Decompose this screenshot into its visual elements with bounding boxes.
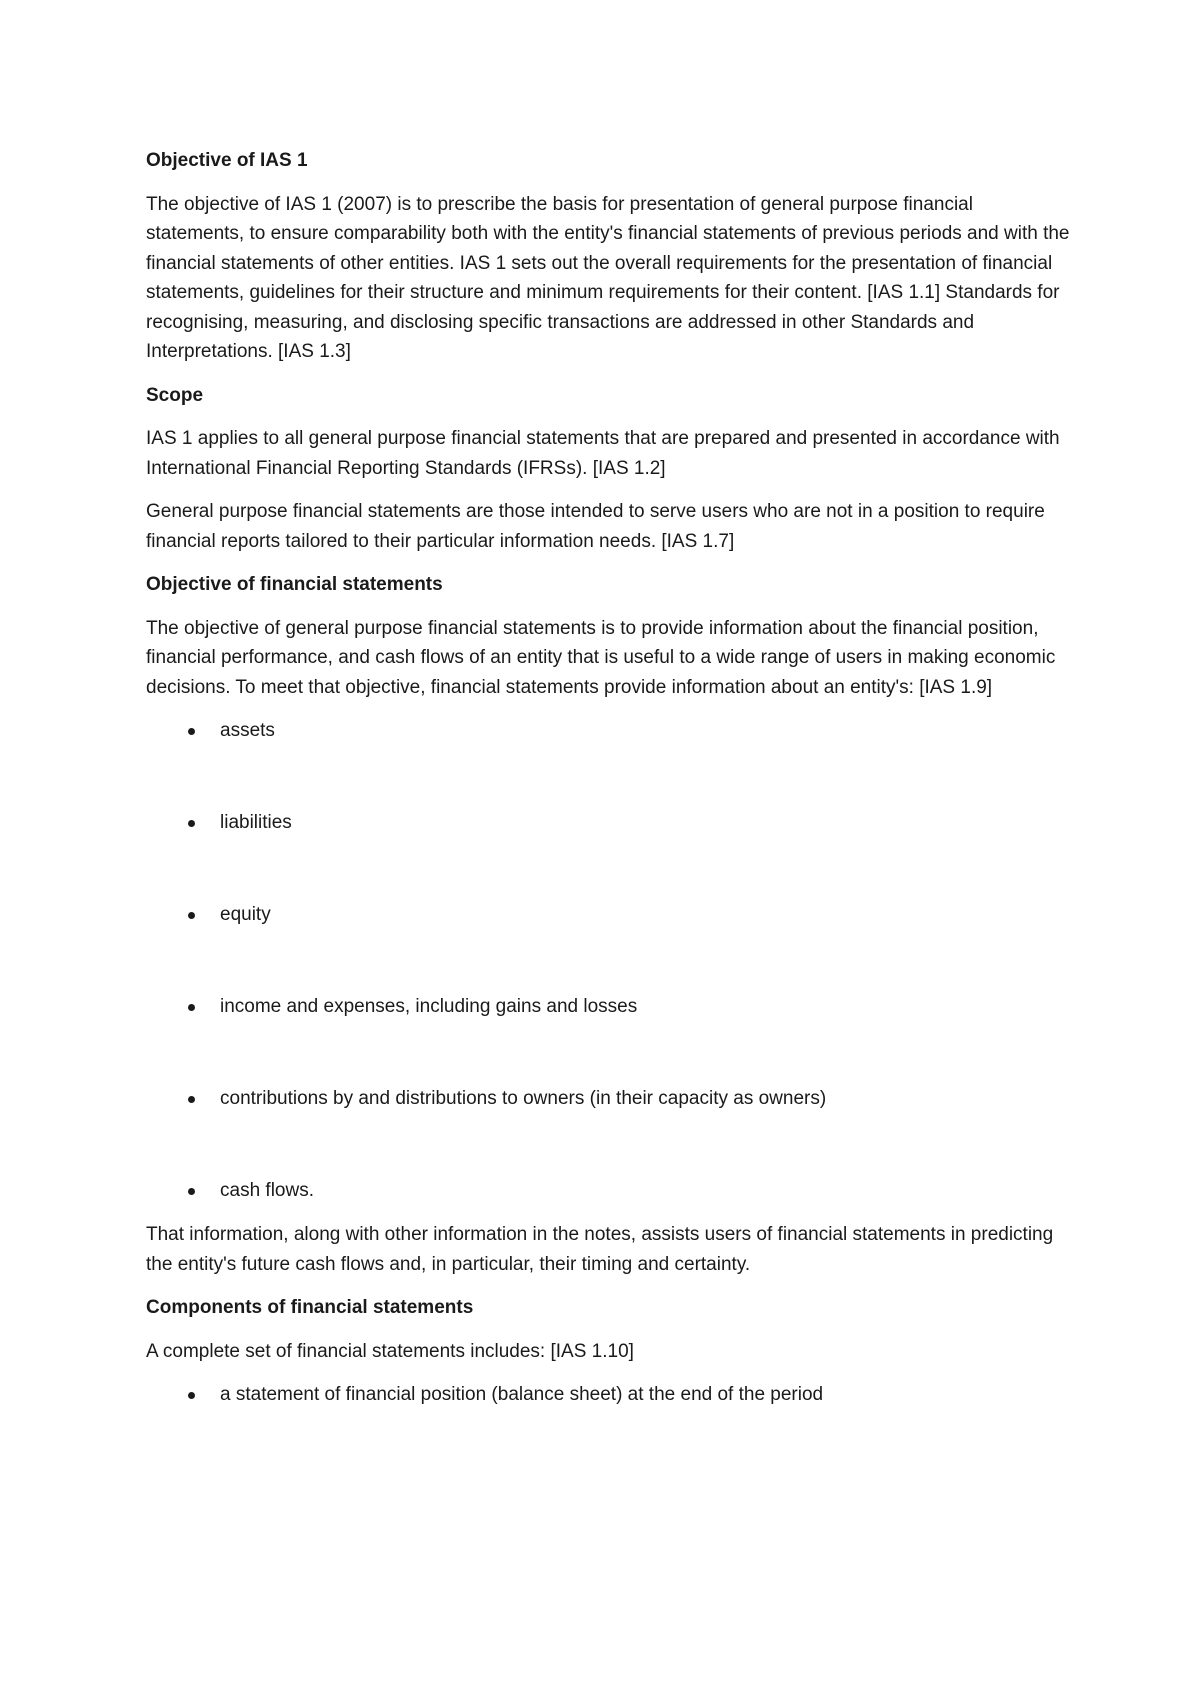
objective-items-list <box>146 716 1076 1220</box>
list-item <box>146 808 1076 900</box>
list-item-text: liabilities <box>220 812 292 833</box>
bullet-icon <box>188 1096 195 1103</box>
bullet-icon <box>188 912 195 919</box>
list-item-text: contributions by and distributions to owners (in their capacity as owners) <box>220 1088 827 1109</box>
list-item-text: cash flows. <box>220 1180 314 1201</box>
list-item <box>146 900 1076 992</box>
heading-scope: Scope <box>146 384 204 406</box>
paragraph-scope-2: General purpose financial statements are those intended to serve users who are not in a position to require financial reports tailored to their particular information needs. [IAS 1.7] <box>146 501 1045 552</box>
components-items-list <box>146 1380 1076 1424</box>
list-item-text: equity <box>220 904 271 925</box>
list-item-text: a statement of financial position (balance sheet) at the end of the period <box>220 1384 824 1405</box>
bullet-icon <box>188 820 195 827</box>
list-item <box>146 1176 1076 1220</box>
paragraph-objective-financial-statements: The objective of general purpose financial statements is to provide information about the financial position, financial performance, and cash flows of an entity that is useful to a wide range of users in making economic decisions. To meet that objective, financial statements provide information about an entity's: [IAS 1.9] <box>146 617 1056 698</box>
heading-objective-financial-statements: Objective of financial statements <box>146 574 443 595</box>
paragraph-objective-ias1: The objective of IAS 1 (2007) is to prescribe the basis for presentation of general purpose financial statements, to ensure comparability both with the entity's financial statements of previous periods and with the financial statements of other entities. IAS 1 sets out the overall requirements for the presentation of financial statements, guidelines for their structure and minimum requirements for their content. [IAS 1.1] Standards for recognising, measuring, and disclosing specific transactions are addressed in other Standards and Interpretations. [IAS 1.3] <box>146 193 1070 362</box>
bullet-icon <box>188 1004 195 1011</box>
bullet-icon <box>188 1188 195 1195</box>
paragraph-components: A complete set of financial statements includes: [IAS 1.10] <box>146 1340 634 1362</box>
paragraph-scope-1: IAS 1 applies to all general purpose financial statements that are prepared and presented in accordance with International Financial Reporting Standards (IFRSs). [IAS 1.2] <box>146 428 1060 479</box>
list-item <box>146 716 1076 808</box>
bullet-icon <box>188 728 195 735</box>
bullet-icon <box>188 1392 195 1399</box>
list-item-text: income and expenses, including gains and losses <box>220 996 638 1017</box>
paragraph-objective-closing: That information, along with other information in the notes, assists users of financial statements in predicting the entity's future cash flows and, in particular, their timing and certainty. <box>146 1224 1054 1275</box>
list-item-text: assets <box>220 720 275 741</box>
heading-objective-ias1: Objective of IAS 1 <box>146 150 308 171</box>
list-item <box>146 992 1076 1084</box>
list-item <box>146 1380 1076 1424</box>
list-item <box>146 1084 1076 1176</box>
document-body <box>146 146 1076 1424</box>
heading-components: Components of financial statements <box>146 1297 474 1318</box>
